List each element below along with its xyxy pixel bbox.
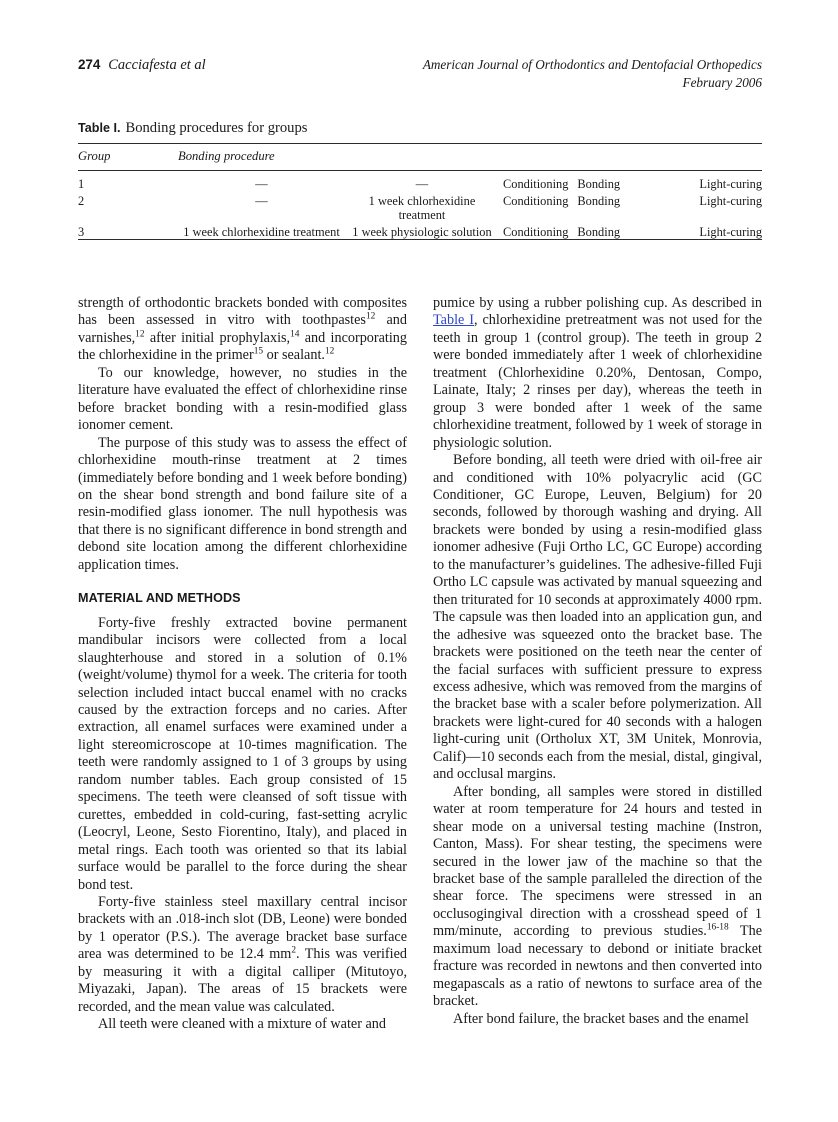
paragraph-all-teeth-cleaned: All teeth were cleaned with a mixture of water and xyxy=(98,1016,386,1033)
table-label: Table I. xyxy=(78,121,121,135)
cell-conditioning: Conditioning xyxy=(503,193,569,208)
column-left xyxy=(78,295,407,1034)
superscript-square: 2 xyxy=(291,945,297,956)
paragraph-continued-text-3: after initial prophylaxis, xyxy=(144,329,291,346)
cell-bonding: Bonding xyxy=(577,177,621,191)
cell-group: 1 xyxy=(78,177,85,191)
cell-group: 3 xyxy=(78,224,85,239)
table-1-container xyxy=(78,120,762,257)
table-row xyxy=(78,192,762,223)
paragraph-continued-text-2: and varnishes, xyxy=(78,312,407,346)
paragraph-teeth-preparation: Forty-five freshly extracted bovine permanent mandibular incisors were collected from a local slaughterhouse and stored in a solution of 0.1% (weight/volume) thymol for a week. The criteria for tooth selection included intact buccal enamel with no cracks caused by the extraction forceps and no caries. After extraction, all enamel surfaces were examined under a light stereomicroscope at 10-times magnification. The teeth were randomly assigned to 1 of 3 groups by using random number tables. Each group consisted of 15 specimens. The teeth were cleansed of soft tissue with curettes, embedded in cold-curing, fast-setting acrylic (Leocryl, Leone, Sesto Fiorentino, Italy), and placed in metal rings. Each tooth was oriented so that its labial surface would be parallel to the force during the shear bond test. xyxy=(78,614,407,893)
body-text xyxy=(78,295,762,1075)
reference-marker: 12 xyxy=(365,311,376,322)
running-head-author: Cacciafesta et al xyxy=(108,57,206,73)
running-head-left xyxy=(78,56,206,74)
paragraph-brackets-text-1: Forty-five stainless steel maxillary central incisor brackets with an .018-inch slot (DB, Leone) were bonded by 1 operator (P.S.). The average bracket base surface area was determined to be 12.4 mm xyxy=(78,893,407,963)
page-number: 274 xyxy=(78,57,101,72)
running-head-journal xyxy=(423,56,762,91)
table-body xyxy=(78,171,762,257)
table-bottom-rule xyxy=(78,240,762,257)
cell-group: 2 xyxy=(78,193,85,208)
paragraph-continued xyxy=(78,295,407,365)
running-head xyxy=(78,56,762,100)
reference-marker: 14 xyxy=(290,329,300,340)
column-right xyxy=(433,295,762,1028)
cell-treatment: — xyxy=(415,177,429,191)
paragraph-brackets xyxy=(78,894,407,1016)
table-caption-text: Bonding procedures for groups xyxy=(125,120,308,136)
issue-date: February 2006 xyxy=(682,74,762,90)
table-caption xyxy=(78,120,762,143)
cell-conditioning: Conditioning xyxy=(503,177,569,191)
paragraph-pumice-text-1: pumice by using a rubber polishing cup. As described in xyxy=(433,295,762,311)
cell-bonding: Bonding xyxy=(577,193,621,208)
reference-marker: 16-18 xyxy=(706,922,729,933)
cell-light-curing: Light-curing xyxy=(699,193,763,208)
section-heading-material-and-methods: MATERIAL AND METHODS xyxy=(78,591,241,606)
table-1-crossref-link[interactable]: Table I xyxy=(433,312,474,329)
paragraph-continued-text-5: or sealant. xyxy=(263,347,325,364)
paragraph-after-bond-failure: After bond failure, the bracket bases and the enamel xyxy=(453,1010,749,1027)
cell-treatment: 1 week chlorhexidine treatment xyxy=(368,193,476,223)
table-head xyxy=(78,144,762,171)
column-header-bonding-procedure: Bonding procedure xyxy=(174,144,762,171)
bonding-procedures-table xyxy=(78,143,762,257)
paragraph-after-bonding xyxy=(433,784,762,1011)
cell-light-curing: Light-curing xyxy=(699,224,763,239)
journal-title: American Journal of Orthodontics and Dentofacial Orthopedics xyxy=(422,57,762,72)
reference-marker: 12 xyxy=(135,329,145,340)
paragraph-brackets-text-2: . This was verified by measuring it with a digital calliper (Mitutoyo, Miyazaki, Japan). The areas of 15 brackets were recorded, and the mean value was calculated. xyxy=(78,946,407,1015)
table-bottom-rule-row xyxy=(78,240,762,257)
reference-marker: 12 xyxy=(324,346,335,357)
table-row xyxy=(78,171,762,192)
paragraph-after-bonding-text-1: After bonding, all samples were stored in distilled water at room temperature for 24 hours and tested in shear mode on a universal testing machine (Instron, Canton, Mass). For shear testing, the specimens were secured in the lower jaw of the machine so that the bracket base of the sample paralleled the direction of the shear force. The specimens were stressed in an occlusogingival direction with a crosshead speed of 1 mm/minute, according to previous studies. xyxy=(433,783,762,940)
cell-conditioning-bonding xyxy=(495,192,647,223)
cell-conditioning: Conditioning xyxy=(503,224,569,239)
cell-treatment: 1 week physiologic solution xyxy=(352,224,492,239)
cell-pretreatment: — xyxy=(255,193,268,208)
cell-pretreatment: — xyxy=(255,177,268,191)
cell-conditioning-bonding xyxy=(495,171,647,192)
cell-pretreatment: 1 week chlorhexidine treatment xyxy=(183,224,340,239)
table-header-row xyxy=(78,144,762,171)
paragraph-continued-text-1: strength of orthodontic brackets bonded with composites has been assessed in vitro with toothpastes xyxy=(78,295,407,329)
cell-light-curing: Light-curing xyxy=(699,177,763,191)
paragraph-continued-text-4: and incorporating the chlorhexidine in the primer xyxy=(78,329,407,364)
paragraph-pumice xyxy=(433,295,762,452)
reference-marker: 15 xyxy=(253,346,264,357)
cell-bonding: Bonding xyxy=(577,224,621,239)
cell-conditioning-bonding xyxy=(495,223,647,240)
table-row xyxy=(78,223,762,240)
column-header-group: Group xyxy=(78,144,174,171)
paragraph-before-bonding: Before bonding, all teeth were dried with oil-free air and conditioned with 10% polyacrylic acid (GC Conditioner, GC Europe, Leuven, Belgium) for 20 seconds, followed by thorough washing and drying. All brackets were bonded by using a resin-modified glass ionomer adhesive (Fuji Ortho LC, GC Europe) according to the manufacturer’s guidelines. The adhesive-filled Fuji Ortho LC capsule was activated by manual squeezing and then triturated for 10 seconds at approximately 4000 rpm. The capsule was then loaded into an application gun, and the adhesive was squeezed onto the bracket base. The brackets were positioned on the teeth near the center of the facial surfaces with sufficient pressure to express excess adhesive, which was removed from the margins of the bracket base with a scaler before polymerization. All brackets were light-cured for 40 seconds with a halogen light-curing unit (Ortholux XT, 3M Unitek, Monrovia, Calif)—10 seconds each from the mesial, distal, gingival, and occlusal margins. xyxy=(433,452,762,783)
paragraph-purpose: The purpose of this study was to assess the effect of chlorhexidine mouth-rinse treatment at 2 times (immediately before bonding and 1 week before bonding) on the shear bond strength and bond failure site of a resin-modified glass ionomer. The null hypothesis was that there is no significant difference in bond strength and debond site location among the different chlorhexidine application times. xyxy=(78,434,407,573)
paragraph-after-bonding-text-2: The maximum load necessary to debond or initiate bracket fracture was recorded in newtons and then converted into megapascals as a ratio of newtons to surface area of the bracket. xyxy=(433,923,762,1010)
paragraph-knowledge: To our knowledge, however, no studies in the literature have evaluated the effect of chlorhexidine rinse before bracket bonding with a resin-modified glass ionomer cement. xyxy=(78,364,407,434)
paragraph-pumice-text-2: , chlorhexidine pretreatment was not used for the teeth in group 1 (control group). The teeth in group 2 were bonded immediately after 1 week of chlorhexidine treatment (Chlorhexidine 0.20%, Dentosan, Compo, Lainate, Italy; 2 rinses per day), whereas the teeth in group 3 were bonded after 1 week of the same chlorhexidine treatment, followed by 1 week of storage in physiologic solution. xyxy=(433,312,763,451)
